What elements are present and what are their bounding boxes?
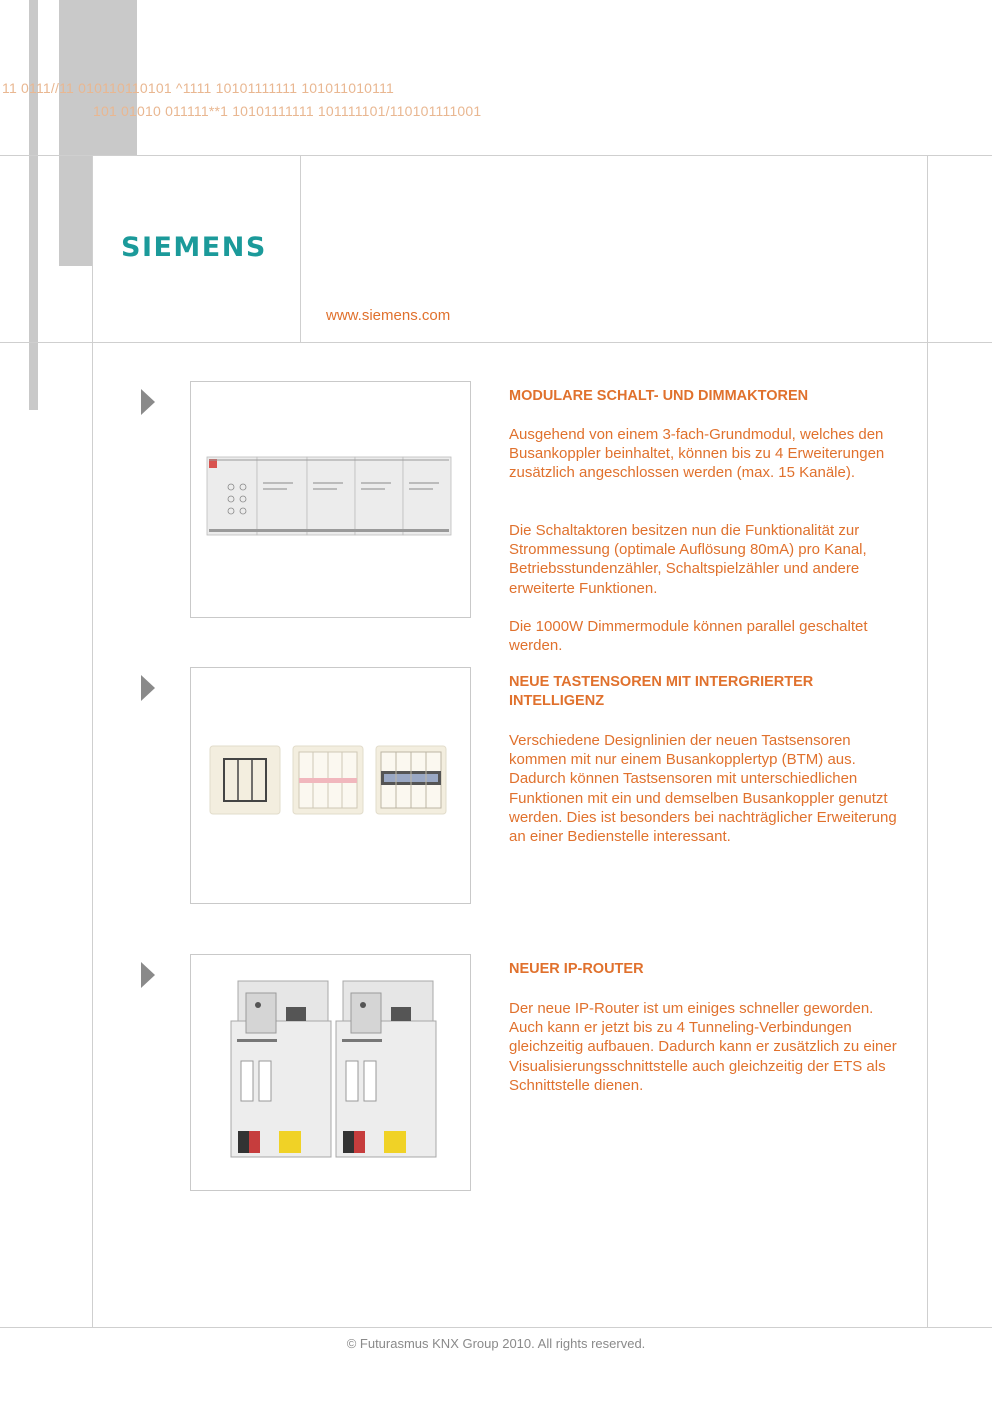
frame-right [927, 155, 928, 1327]
decor-bar-thin [29, 0, 38, 410]
section-3-arrow-icon [141, 962, 155, 988]
binary-line-1: 11 0111//11 010110110101 ^1111 10101111111 101011010111 [2, 80, 395, 96]
section-1-heading: MODULARE SCHALT- UND DIMMAKTOREN [509, 388, 809, 404]
section-3-heading: NEUER IP-ROUTER [509, 961, 644, 977]
section-1-paragraph-2: Die Schaltaktoren besitzen nun die Funktionalität zur Strommessung (optimale Auflösung 80mA) pro Kanal, Betriebsstundenzähler, Schaltspielzähler und andere erweiterte Funktionen. [509, 522, 867, 597]
header-separator [300, 155, 301, 342]
divider-top [0, 155, 992, 156]
website-link[interactable]: www.siemens.com [326, 307, 451, 324]
section-1-paragraph-1: Ausgehend von einem 3-fach-Grundmodul, welches den Busankoppler beinhaltet, können bis zu 4 Erweiterungen zusätzlich angeschlossen werden (max. 15 Kanäle). [509, 426, 885, 482]
section-1-paragraph-3: Die 1000W Dimmermodule können parallel geschaltet werden. [509, 618, 868, 655]
section-2-heading: NEUE TASTENSOREN MIT INTERGRIERTER INTELLIGENZ [509, 674, 814, 709]
decor-bar-wide [59, 0, 137, 155]
push-button-sensors-image [190, 667, 471, 904]
ip-router-image [190, 954, 471, 1191]
binary-line-2: 101 01010 011111**1 10101111111 101111101/110101111001 [93, 103, 482, 119]
divider-footer [0, 1327, 992, 1328]
section-2-paragraph-1: Verschiedene Designlinien der neuen Tastsensoren kommen mit nur einem Busankopplertyp (BTM) aus. Dadurch können Tastsensoren mit unterschiedlichen Funktionen mit ein und demselben Busankoppler genutzt werden. Dies ist besonders bei nachträglicher Erweiterung an einer Bedienstelle interessant. [509, 732, 897, 846]
section-2-arrow-icon [141, 675, 155, 701]
siemens-logo: SIEMENS [121, 232, 267, 263]
section-1-arrow-icon [141, 389, 155, 415]
decor-bar-mid [59, 155, 92, 266]
divider-header [0, 342, 992, 343]
frame-left [92, 155, 93, 1327]
section-3-paragraph-1: Der neue IP-Router ist um einiges schneller geworden. Auch kann er jetzt bis zu 4 Tunneling-Verbindungen gleichzeitig aufbauen. Dadurch kann er zusätzlich zu einer Visualisierungsschnittstelle auch gleichzeitig der ETS als Schnittstelle dienen. [509, 1000, 897, 1094]
copyright-footer: © Futurasmus KNX Group 2010. All rights reserved. [346, 1336, 646, 1351]
actuator-modules-image [190, 381, 471, 618]
